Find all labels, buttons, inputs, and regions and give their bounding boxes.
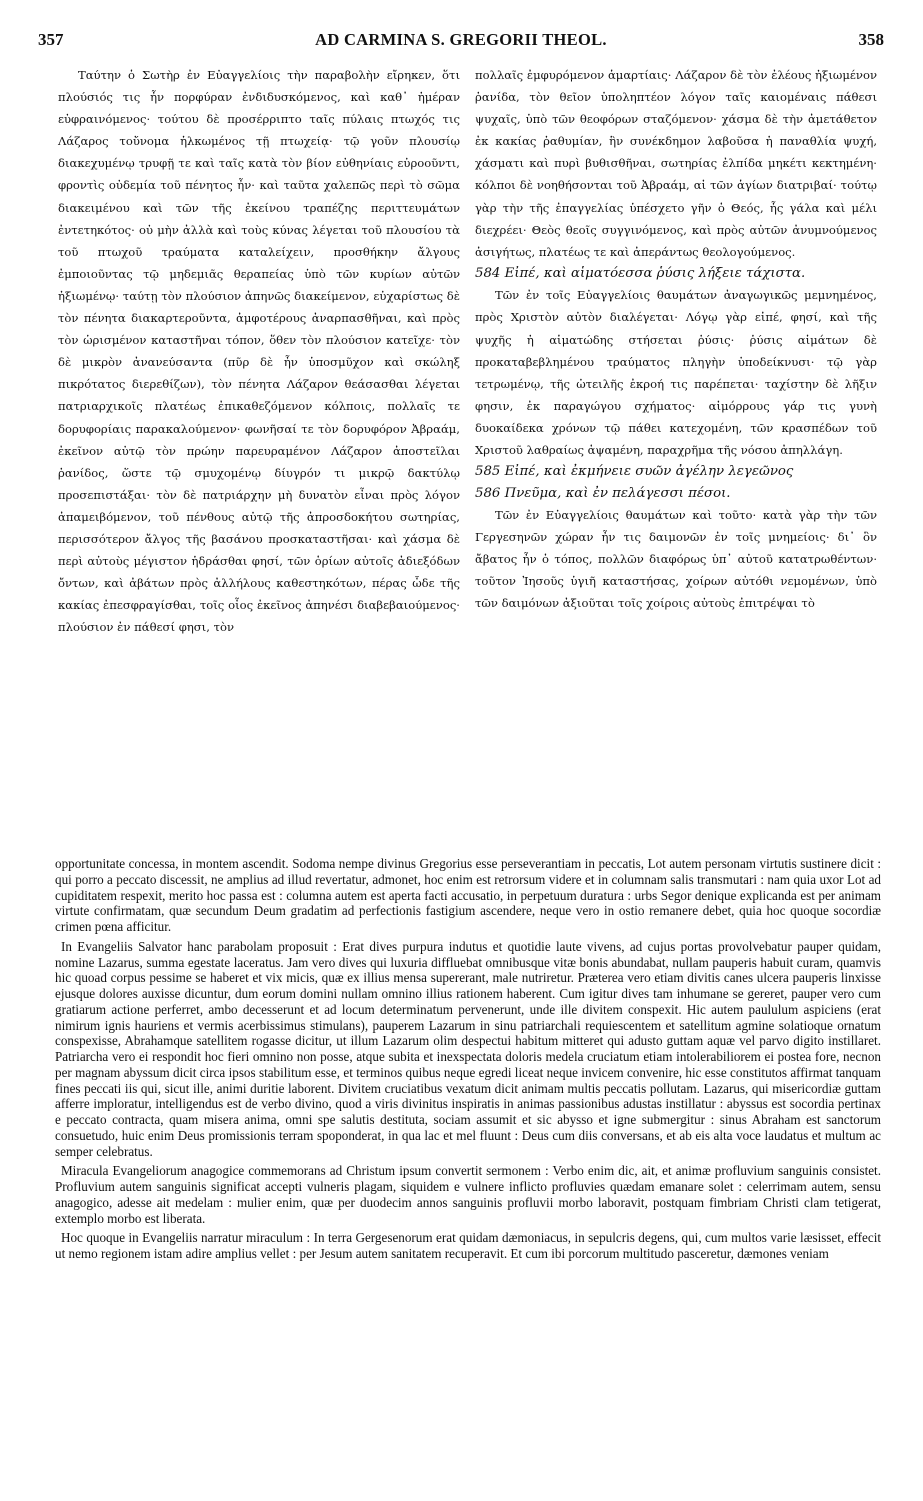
greek-paragraph: Τῶν ἐν Εὐαγγελίοις θαυμάτων καὶ τοῦτο· κατὰ γὰρ τὴν τῶν Γεργεσηνῶν χώραν ἦν τις δαιμονῶν ἐν τοῖς μνημείοις· δι᾽ ὃν ἄβατος ἦν ὁ τόπος, πολλῶν διαφόρως ὑπ᾽ αὐτοῦ κατατρωθέντων· τοῦτον Ἰησοῦς ὑγιῆ καταστήσας, χοίρων αὐτόθι νεμομένων, ὑπὸ τῶν δαιμόνων ἀξιοῦται τοῖς χοίροις αὐτοὺς ἐπιτρέψαι τὸ — [475, 508, 877, 611]
latin-paragraph: In Evangeliis Salvator hanc parabolam proposuit : Erat dives purpura indutus et quotidie laute vivens, ad cujus portas provolvebatur pauper quidam, nomine Lazarus, summa egestate laceratus. Jam vero dives qui luxuria diffluebat omnibusque vitæ bonis abundabat, nullam pauperis habuit curam, quamvis hic quoad corpus pessime se haberet et vix micis, quæ ex illius mensa supererant, male nutriretur. Præterea vero etiam divitis canes ulcera pauperis linxisse ejusque dolores auxisse dicuntur, dum eorum domini nullam omnino illius rationem haberent. Cum igitur dives tam inhumane se gereret, pauper vero cum gratiarum actione perferret, ambo decesserunt et ad locum determinatum pervenerunt, unde ille divitem conspexit. Hic autem paululum aspiciens (erat nimirum ignis hauriens et vermis acerbissimus stimulans), pauperem Lazarum in sinu patriarchali requiescentem et satellitum agmine solatioque ornatum conspexisse, Abrahamque satellitem rogasse dicitur, ut illum Lazarum olim despectui habitum mitteret qui adusto guttam aquæ vel parvo digito instillaret. Patriarcha vero ei respondit hoc fieri omnino non posse, atque subita et inexspectata doloris medela cruciatum etiam intolerabiliorem ei postea fore, necnon per magnam abyssum dicit circa ipsos stabilitum esse, et terminos quibus neque egredi liceat neque invicem convenire, hic esse constitutos affirmat tanquam fines peccati iis qui, sicut ille, animi duritie laborent. Divitem cruciatibus vexatum dicit animam multis peccatis pollutam. Lazarus, qui misericordiæ guttam afferre imploratur, intelligendus est de verbo divino, quod a viris divinitus inspiratis in animas passionibus adustas instillatur : abyssus est socordia pertinax e peccato contracta, quam misera anima, omni spe salutis destituta, sociam assumit et sic abysso et igne submergitur : sinus Abraham est sanctorum consuetudo, huic enim Deus promissionis terram spoponderat, in qua lac et mel fluunt : Deus cum diis conversans, et ab eis alta voce laudatus et multum ac semper celebratus. — [55, 938, 881, 1159]
latin-translation — [55, 856, 881, 1266]
verse-lemma-585: 585 Εἰπέ, καὶ ἐκμήνειε συῶν ἀγέλην λεγεῶνος — [475, 464, 794, 480]
greek-column-left — [58, 64, 460, 638]
latin-paragraph: Hoc quoque in Evangeliis narratur miraculum : In terra Gergesenorum erat quidam dæmoniacus, in sepulcris degens, qui, cum multos varie læsisset, effecit ut nemo regionem istam adire amplius vellet : per Jesum autem sanitatem recuperavit. Et cum ibi porcorum multitudo pasceretur, dæmones veniam — [55, 1230, 881, 1261]
verse-lemma-584: 584 Εἰπέ, καὶ αἱματόεσσα ῥύσις λήξειε τάχιστα. — [475, 265, 806, 281]
latin-paragraph: Miracula Evangeliorum anagogice commemorans ad Christum ipsum convertit sermonem : Verbo enim dic, ait, et animæ profluvium sanguinis consistet. Profluvium autem sanguinis significat accepti vulneris plagam, siquidem e vulnere inflicto profluvies quædam emanare solet : celerrimam autem, sensu anagogico, adesse ait medelam : mulier enim, quæ per duodecim annos sanguinis profluvii morbo laboravit, postquam fimbriam Christi clam tetigerat, extemplo morbo est liberata. — [55, 1163, 881, 1226]
page-number-left: 357 — [38, 30, 64, 49]
greek-column-right — [475, 64, 877, 615]
verse-lemma-586: 586 Πνεῦμα, καὶ ἐν πελάγεσσι πέσοι. — [475, 485, 731, 501]
latin-paragraph: opportunitate concessa, in montem ascendit. Sodoma nempe divinus Gregorius esse perseverantiam in peccatis, Lot autem personam virtutis sustinere dicit : qui porro a peccato discessit, ne amplius ad illud revertatur, admonet, hoc enim est retrorsum videre et in columnam salis transmutari : nam quia uxor Lot ad cupiditatem respexit, merito hoc passa est : columna autem est aperta facti accusatio, in perpetuum duratura : urbs Segor denique explicanda est per animam virtute confirmatam, quæ secundum Deum gradatim ad perfectionis fastigium ascendere, neque vero in ostio remanere debet, quia hoc quoque socordiæ crimen pœna afficitur. — [55, 856, 881, 934]
greek-paragraph: Τῶν ἐν τοῖς Εὐαγγελίοις θαυμάτων ἀναγωγικῶς μεμνημένος, πρὸς Χριστὸν αὐτὸν διαλέγεται· Λόγῳ γὰρ εἰπέ, φησί, καὶ τῆς ψυχῆς ἡ αἱματώδης στήσεται ῥύσις· ῥύσις αἱμάτων δὲ προκαταβεβλημένου τραύματος πληγὴν ὑποδείκνυσι· τῷ γὰρ τετρωμένῳ, τῆς ὠτειλῆς ἐκροή τις παρέπεται· ταχίστην δὲ λῆξιν φησιν, ἐκ παραγώγου σχήματος· αἱμόρρους γάρ τις γυνὴ δυοκαίδεκα χρόνων τῷ πάθει κατεχομένη, τῶν κρασπέδων τοῦ Χριστοῦ λαθραίως ἁψαμένη, παραχρῆμα τῆς νόσου ἀπηλλάγη. — [475, 288, 877, 457]
page-number-right: 358 — [858, 30, 884, 49]
greek-paragraph: πολλαῖς ἐμφυρόμενον ἁμαρτίαις· Λάζαρον δὲ τὸν ἐλέους ἠξιωμένον ῥανίδα, τὸν θεῖον ὑποληπτέον λόγον ταῖς καιομέναις πάθεσι ψυχαῖς, ὑπὸ τῶν θεοφόρων σταζόμενον· χάσμα δὲ τὴν ἀμετάθετον ἐκ κακίας ῥαθυμίαν, ἣν συνέκδημον λαβοῦσα ἡ παναθλία ψυχή, χάσματι καὶ πυρὶ βυθισθῆναι, σωτηρίας ἐλπίδα μηκέτι κεκτημένη· κόλποι δὲ νοηθήσονται τοῦ Ἀβραάμ, αἱ τῶν ἁγίων διατριβαί· τούτῳ γὰρ τὴν τῆς ἐπαγγελίας ὑπέσχετο γῆν ὁ Θεός, ἧς γάλα καὶ μέλι διεχρέει· Θεὸς θεοῖς συγγινόμενος, καὶ πρὸς αὐτῶν ἀνυμνούμενος ἀσιγήτως, πλατέως τε καὶ ἀπεράντως θεολογούμενος. — [475, 68, 877, 259]
greek-paragraph: Ταύτην ὁ Σωτὴρ ἐν Εὐαγγελίοις τὴν παραβολὴν εἴρηκεν, ὅτι πλούσιός τις ἦν πορφύραν ἐνδιδυσκόμενος, καὶ καθ᾽ ἡμέραν εὐφραινόμενος· τούτου δὲ προσέρριπτο ταῖς πύλαις πτωχός τις Λάζαρος τοὔνομα ἡλκωμένος τῇ πτωχείᾳ· τῷ γοῦν πλουσίῳ διακεχυμένῳ τρυφῇ τε καὶ ταῖς κατὰ τὸν βίον εὐθηνίαις εὐροοῦντι, φροντὶς οὐδεμία τοῦ πένητος ἦν· καὶ ταῦτα χαλεπῶς περὶ τὸ σῶμα διακειμένου καὶ τῶν τῆς ἐκείνου τραπέζης περιττευμάτων ἐντετηκότος· οὐ μὴν ἀλλὰ καὶ τοὺς κύνας λέγεται τοῦ πλουσίου τὰ τοῦ πτωχοῦ τραύματα καταλείχειν, προσθήκην ἄλγους ἐμποιοῦντας τῷ μηδεμιᾶς θεραπείας ὑπὸ τῶν κυρίων αὐτῶν ἠξιωμένῳ· ταύτῃ τὸν πλούσιον ἀπηνῶς διακείμενον, εὐχαρίστως δὲ τὸν πένητα διακαρτεροῦντα, ἀμφοτέρους ἀναρπασθῆναι, καὶ πρὸς τὸν ὡρισμένον καταστῆναι τόπον, ὅθεν τὸν πλούσιον κατεῖχε· τὸν δὲ μικρὸν ἀνανεύσαντα (πῦρ δὲ ἦν ὑποσμῦχον καὶ σκώληξ πικρότατος διερεθίζων), τὸν πένητα Λάζαρον θεάσασθαι λέγεται πατριαρχικοῖς πλατέως ἐπικαθεζόμενον κόλποις, πολλαῖς τε δορυφορίαις παρακαλούμενον· φωνῆσαί τε τὸν δορυφόρον Ἀβραάμ, ἐκεῖνον αὐτῷ τὸν πρώην παρευραμένον Λάζαρον ἀποστεῖλαι ῥανίδος, ὥστε τῷ σμυχομένῳ δίυγρόν τι μικρῷ δακτύλῳ προσεπιστάξαι· τὸν δὲ πατριάρχην μὴ δυνατὸν εἶναι πρὸς λόγον ἀπαμειβόμενον, τοῦ πένθους αὐτῷ τῆς ἀπροσδοκήτου σωτηρίας, περισσότερον ἄλγος τῆς βασάνου προσκαταστῆσαι· καὶ χάσμα δὲ περὶ αὐτοὺς μέγιστον ἡδράσθαι φησί, τῶν ὁρίων αὐτοῖς ἀδιεξόδων ὄντων, καὶ ἀβάτων πρὸς ἀλλήλους καθεστηκότων, πέρας ὧδε τῆς κακίας ἐπεσφραγίσθαι, τοῖς οἷος ἐκεῖνος ἀπηνέσι διαβεβαιούμενος· πλούσιον ἐν πάθεσί φησι, τὸν — [58, 68, 460, 635]
running-title: AD CARMINA S. GREGORII THEOL. — [315, 30, 607, 49]
page-header — [38, 30, 884, 52]
